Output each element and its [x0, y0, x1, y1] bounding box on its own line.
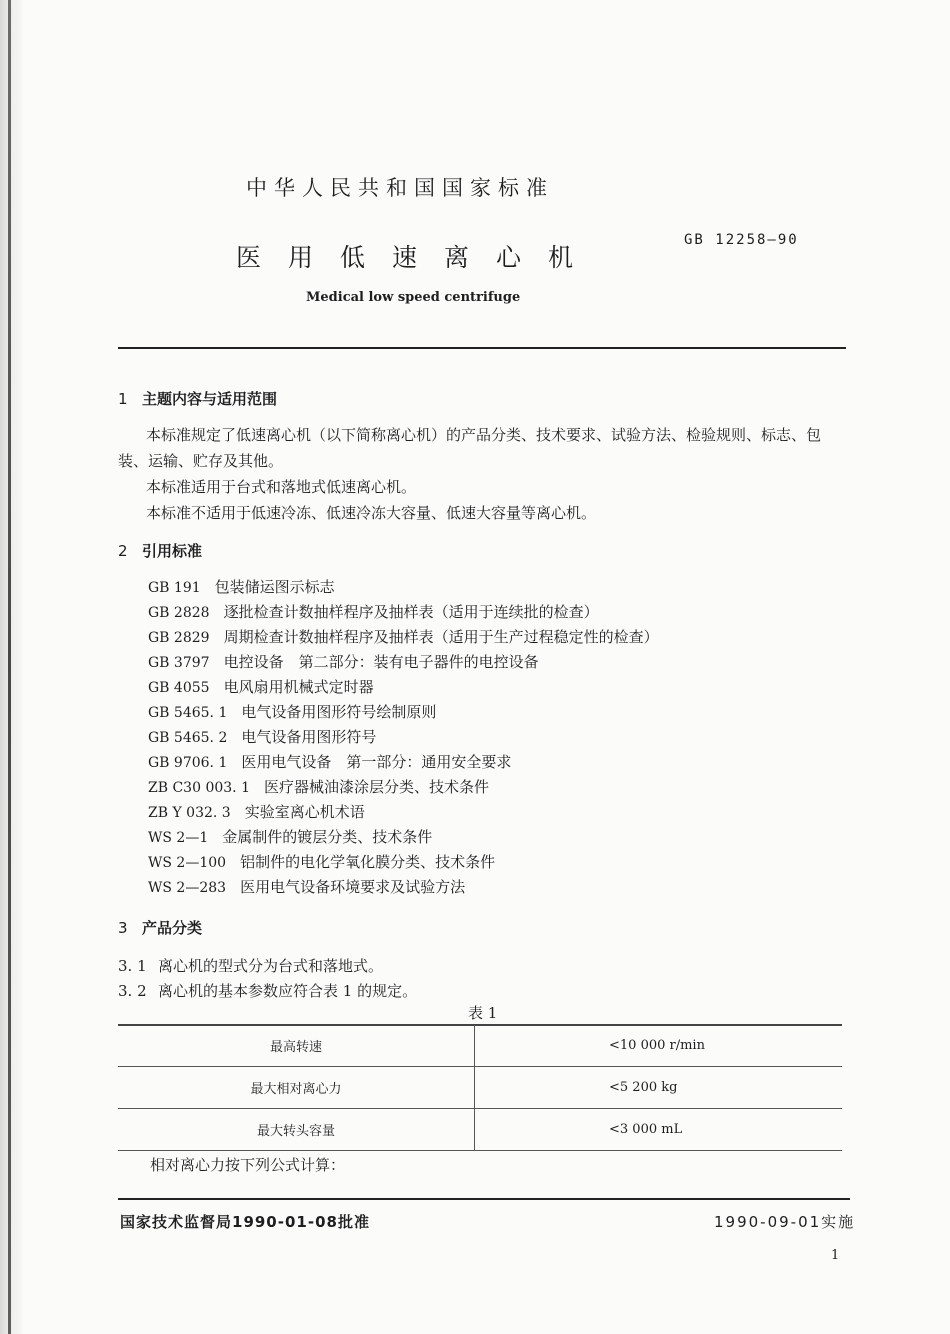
reference-title: 周期检查计数抽样程序及抽样表（适用于生产过程稳定性的检查） [223, 628, 659, 646]
paragraph: 本标准适用于台式和落地式低速离心机。 [146, 478, 417, 496]
reference-code: WS 2—1 [148, 830, 209, 846]
paragraph-continuation: 装、运输、贮存及其他。 [118, 452, 284, 470]
reference-item [148, 576, 335, 597]
reference-code: GB 191 [148, 580, 201, 596]
reference-title: 逐批检查计数抽样程序及抽样表（适用于连续批的检查） [223, 603, 599, 621]
section-number: 3 [118, 919, 128, 937]
table-cell-param: 最高转速 [118, 1025, 475, 1067]
clause-number: 3. 1 [118, 957, 147, 975]
reference-item [148, 776, 489, 797]
approval-date: 国家技术监督局1990-01-08批准 [120, 1213, 370, 1231]
header-rule [118, 347, 846, 349]
reference-code: GB 5465. 1 [148, 705, 228, 721]
reference-item [148, 601, 599, 622]
reference-item [148, 676, 374, 697]
parameter-table [118, 1025, 842, 1151]
reference-item [148, 651, 539, 672]
table-cell-value: <10 000 r/min [475, 1025, 843, 1067]
reference-code: WS 2—100 [148, 855, 227, 871]
reference-title: 电控设备 第二部分：装有电子器件的电控设备 [223, 653, 539, 671]
paragraph: 本标准不适用于低速冷冻、低速冷冻大容量、低速大容量等离心机。 [146, 504, 597, 522]
page-number: 1 [831, 1248, 840, 1263]
reference-item [148, 701, 436, 722]
reference-item [148, 851, 495, 872]
reference-code: GB 4055 [148, 680, 210, 696]
section-2-heading [118, 540, 202, 561]
reference-code: GB 9706. 1 [148, 755, 228, 771]
section-1-heading [118, 388, 277, 409]
reference-code: WS 2—283 [148, 880, 227, 896]
reference-title: 电气设备用图形符号绘制原则 [241, 703, 437, 721]
reference-title: 实验室离心机术语 [244, 803, 365, 821]
clause-3-1 [118, 955, 383, 976]
reference-title: 包装储运图示标志 [214, 578, 335, 596]
table-row [118, 1109, 842, 1151]
table-cell-value: <3 000 mL [475, 1109, 843, 1151]
section-title: 主题内容与适用范围 [142, 390, 278, 408]
national-standard-heading: 中华人民共和国国家标准 [246, 176, 554, 200]
formula-intro: 相对离心力按下列公式计算： [150, 1156, 346, 1174]
section-number: 1 [118, 390, 128, 408]
reference-code: GB 2828 [148, 605, 210, 621]
scan-binding-line [8, 0, 11, 1334]
section-title: 产品分类 [142, 919, 203, 937]
table-row [118, 1067, 842, 1109]
clause-3-2 [118, 980, 417, 1001]
reference-title: 电风扇用机械式定时器 [223, 678, 374, 696]
reference-item [148, 626, 659, 647]
effective-date: 1990-09-01实施 [714, 1213, 856, 1231]
table-cell-value: <5 200 kg [475, 1067, 843, 1109]
section-number: 2 [118, 542, 128, 560]
table-cell-param: 最大相对离心力 [118, 1067, 475, 1109]
reference-code: ZB Y 032. 3 [148, 805, 231, 821]
reference-title: 电气设备用图形符号 [241, 728, 377, 746]
reference-code: GB 3797 [148, 655, 210, 671]
english-title: Medical low speed centrifuge [306, 290, 521, 305]
clause-text: 离心机的基本参数应符合表 1 的规定。 [158, 982, 418, 1000]
reference-item [148, 876, 465, 897]
clause-number: 3. 2 [118, 982, 147, 1000]
scan-edge [0, 0, 22, 1334]
reference-code: ZB C30 003. 1 [148, 780, 250, 796]
reference-code: GB 2829 [148, 630, 210, 646]
paragraph: 本标准规定了低速离心机（以下简称离心机）的产品分类、技术要求、试验方法、检验规则、标志、包 [146, 426, 822, 444]
reference-code: GB 5465. 2 [148, 730, 228, 746]
section-title: 引用标准 [142, 542, 203, 560]
reference-title: 医用电气设备环境要求及试验方法 [240, 878, 466, 896]
reference-title: 医疗器械油漆涂层分类、技术条件 [263, 778, 489, 796]
reference-item [148, 751, 511, 772]
reference-title: 金属制件的镀层分类、技术条件 [222, 828, 433, 846]
table-row [118, 1025, 842, 1067]
standard-code: GB 12258—90 [684, 232, 799, 248]
reference-item [148, 826, 432, 847]
section-3-heading [118, 917, 202, 938]
reference-title: 医用电气设备 第一部分：通用安全要求 [241, 753, 512, 771]
reference-title: 铝制件的电化学氧化膜分类、技术条件 [240, 853, 496, 871]
document-title: 医用低速离心机 [236, 243, 601, 272]
table-caption: 表 1 [468, 1004, 498, 1022]
reference-item [148, 801, 365, 822]
table-cell-param: 最大转头容量 [118, 1109, 475, 1151]
clause-text: 离心机的型式分为台式和落地式。 [158, 957, 384, 975]
reference-item [148, 726, 376, 747]
footer-rule [118, 1198, 850, 1200]
